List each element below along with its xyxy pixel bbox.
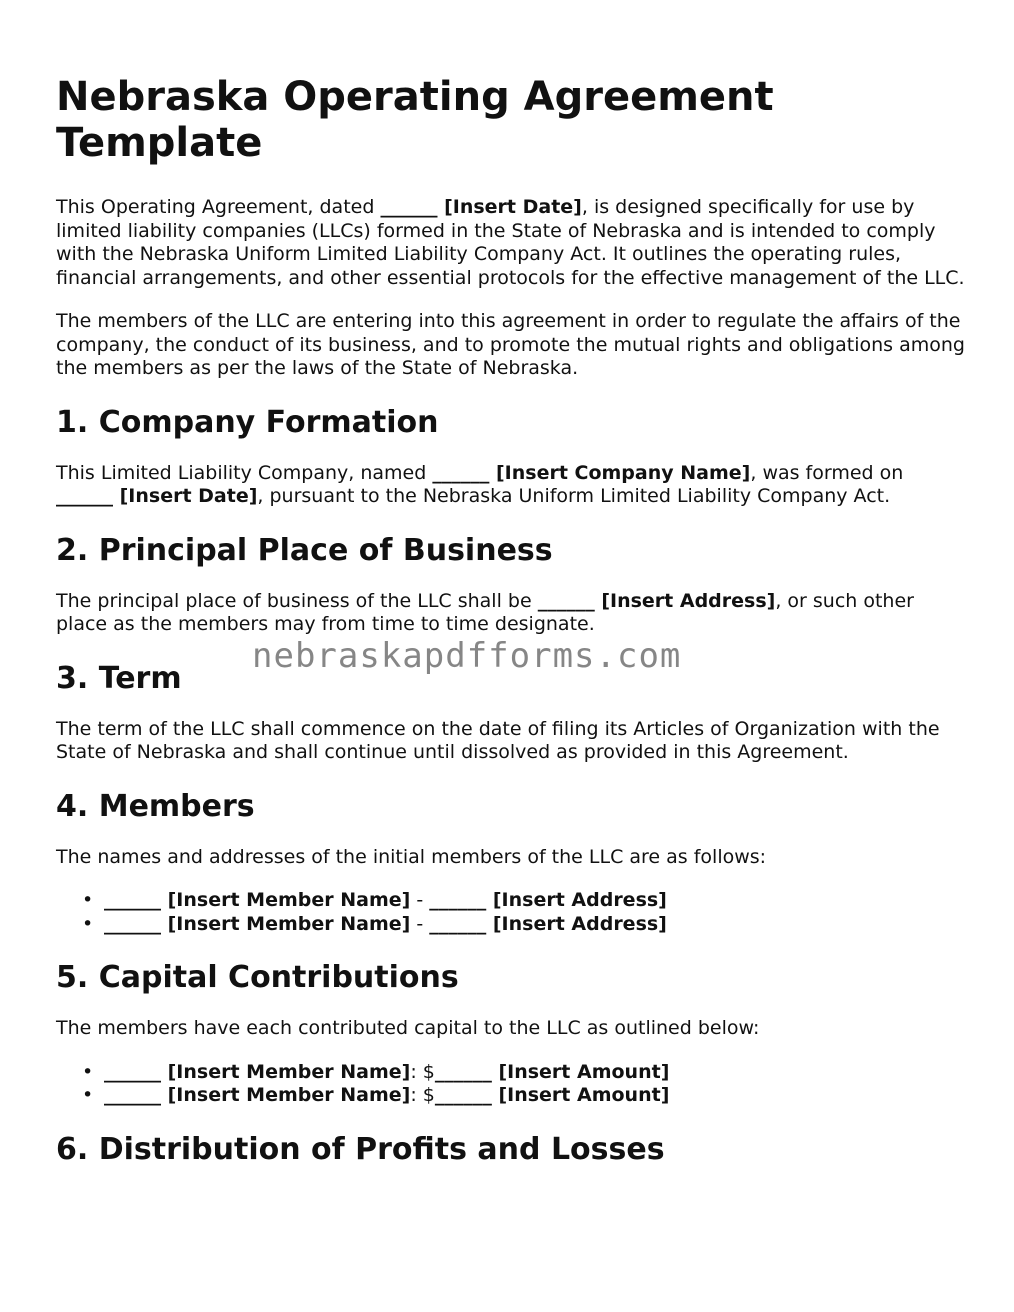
amount-placeholder: ______ [Insert Amount] bbox=[434, 1060, 670, 1083]
intro-paragraph-2: The members of the LLC are entering into this agreement in order to regulate the affairs of the company, the conduct of its business, and to promote the mutual rights and obligations among the members as per the laws of the State of Nebraska. bbox=[56, 310, 965, 379]
section-paragraph: The term of the LLC shall commence on the date of filing its Articles of Organization with the State of Nebraska and shall continue until dissolved as provided in this Agreement. bbox=[56, 717, 940, 763]
section-principal-place bbox=[56, 533, 966, 637]
list-item bbox=[82, 1060, 966, 1085]
section-heading: 6. Distribution of Profits and Losses bbox=[56, 1131, 665, 1167]
section-heading: 5. Capital Contributions bbox=[56, 960, 459, 995]
section-paragraph: The names and addresses of the initial members of the LLC are as follows: bbox=[56, 845, 767, 868]
member-name-placeholder: ______ [Insert Member Name] bbox=[104, 1060, 411, 1083]
document-page bbox=[56, 0, 966, 1168]
section-distribution bbox=[56, 1132, 966, 1168]
contributions-list bbox=[56, 1061, 966, 1108]
text-span: This Limited Liability Company, named bbox=[56, 461, 433, 484]
section-heading: 4. Members bbox=[56, 788, 255, 824]
separator: - bbox=[410, 912, 430, 935]
section-paragraph bbox=[56, 590, 966, 637]
separator: : $ bbox=[410, 1060, 435, 1083]
section-term bbox=[56, 661, 966, 765]
list-item bbox=[82, 912, 966, 937]
page-title: Nebraska Operating Agreement Template bbox=[56, 74, 774, 166]
watermark: nebraskapdfforms.com bbox=[252, 636, 682, 676]
members-list bbox=[56, 889, 966, 936]
intro-paragraph-1 bbox=[56, 196, 966, 290]
text-span: , pursuant to the Nebraska Uniform Limited Liability Company Act. bbox=[257, 485, 891, 507]
bullet-icon: • bbox=[82, 912, 94, 935]
member-address-placeholder: ______ [Insert Address] bbox=[429, 912, 667, 935]
company-name-placeholder: ______ [Insert Company Name] bbox=[432, 461, 751, 484]
text-span: , was formed on bbox=[750, 461, 904, 484]
intro-text-a: This Operating Agreement, dated bbox=[56, 196, 381, 218]
section-paragraph bbox=[56, 462, 966, 509]
text-span: , or such other place as the members may from time to time designate. bbox=[56, 589, 914, 635]
amount-placeholder: ______ [Insert Amount] bbox=[434, 1084, 670, 1106]
bullet-icon: • bbox=[82, 1084, 94, 1106]
section-heading: 3. Term bbox=[56, 660, 182, 696]
section-capital-contributions bbox=[56, 960, 966, 1108]
separator: : $ bbox=[410, 1084, 435, 1106]
list-item bbox=[82, 1084, 966, 1108]
section-heading: 1. Company Formation bbox=[56, 404, 439, 440]
member-address-placeholder: ______ [Insert Address] bbox=[429, 889, 667, 911]
section-paragraph: The members have each contributed capital to the LLC as outlined below: bbox=[56, 1017, 760, 1039]
bullet-icon: • bbox=[82, 889, 94, 911]
section-members bbox=[56, 789, 966, 937]
address-placeholder: ______ [Insert Address] bbox=[537, 589, 776, 612]
bullet-icon: • bbox=[82, 1060, 94, 1083]
text-span: The principal place of business of the LLC shall be bbox=[56, 589, 538, 612]
separator: - bbox=[410, 889, 430, 911]
section-heading: 2. Principal Place of Business bbox=[56, 532, 553, 568]
member-name-placeholder: ______ [Insert Member Name] bbox=[104, 912, 411, 935]
section-company-formation bbox=[56, 405, 966, 509]
member-name-placeholder: ______ [Insert Member Name] bbox=[104, 1084, 411, 1106]
list-item bbox=[82, 889, 966, 913]
intro-text-c: , is designed specifically for use by limited liability companies (LLCs) formed in the State of Nebraska and is intended to comply with the Nebraska Uniform Limited Liability Company Act. It outlines the operating rules, financial arrangements, and other essential protocols for the effective management of the LLC. bbox=[56, 196, 965, 289]
member-name-placeholder: ______ [Insert Member Name] bbox=[104, 889, 411, 911]
insert-date-placeholder: ______ [Insert Date] bbox=[380, 196, 582, 218]
formation-date-placeholder: ______ [Insert Date] bbox=[56, 485, 258, 507]
